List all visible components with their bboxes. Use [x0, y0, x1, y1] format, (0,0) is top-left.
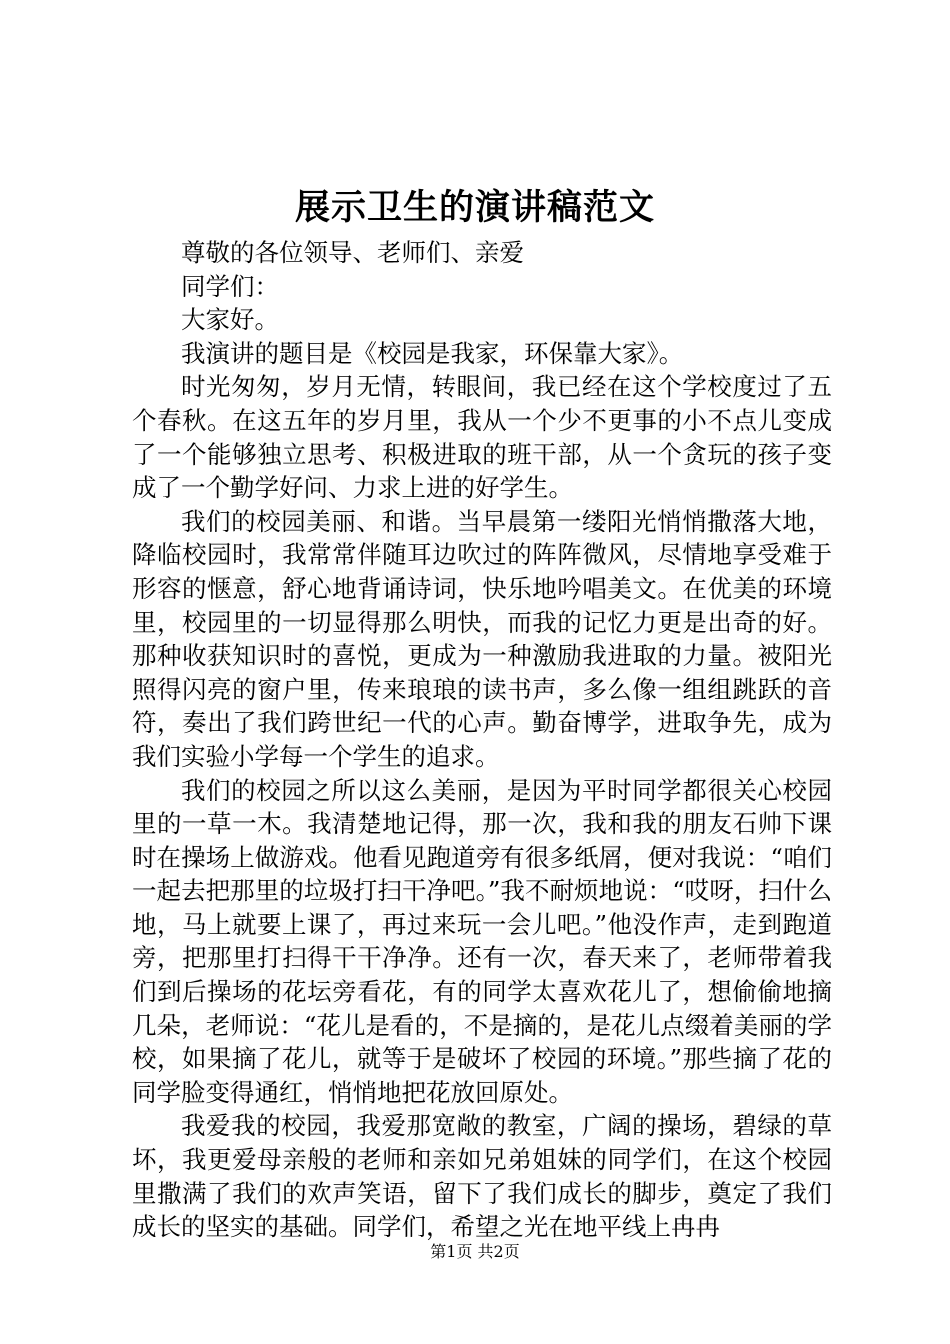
paragraph-body-2: 我们的校园美丽、和谐。当早晨第一缕阳光悄悄撒落大地，降临校园时，我常常伴随耳边吹过的阵阵微风，尽情地享受难于形容的惬意，舒心地背诵诗词，快乐地吟唱美文。在优美的环境里，校园里的一切显得那么明快，而我的记忆力更是出奇的好。那种收获知识时的喜悦，更成为一种激励我进取的力量。被阳光照得闪亮的窗户里，传来琅琅的读书声，多么像一组组跳跃的音符，奏出了我们跨世纪一代的心声。勤奋博学，进取争先，成为我们实验小学每一个学生的追求。 — [132, 506, 832, 771]
paragraph-body-4: 我爱我的校园，我爱那宽敞的教室，广阔的操场，碧绿的草坏，我更爱母亲般的老师和亲如兄弟姐妹的同学们，在这个校园里撒满了我们的欢声笑语，留下了我们成长的脚步，奠定了我们成长的坚实的基础。同学们，希望之光在地平线上冉冉 — [132, 1111, 832, 1242]
document-body — [132, 236, 832, 1244]
paragraph-salutation: 尊敬的各位领导、老师们、亲爱 — [181, 238, 524, 267]
paragraph-greeting: 大家好。 — [181, 305, 279, 335]
paragraph-body-1: 时光匆匆，岁月无情，转眼间，我已经在这个学校度过了五个春秋。在这五年的岁月里，我从一个少不更事的小不点儿变成了一个能够独立思考、积极进取的班干部，从一个贪玩的孩子变成了一个勤学好问、力求上进的好学生。 — [132, 372, 832, 503]
paragraph-body-3: 我们的校园之所以这么美丽，是因为平时同学都很关心校园里的一草一木。我清楚地记得，那一次，我和我的朋友石帅下课时在操场上做游戏。他看见跑道旁有很多纸屑，便对我说：“咱们一起去把那里的垃圾打扫干净吧。”我不耐烦地说：“哎呀，扫什么地，马上就要上课了，再过来玩一会儿吧。”他没作声，走到跑道旁，把那里打扫得干干净净。还有一次，春天来了，老师带着我们到后操场的花坛旁看花，有的同学太喜欢花儿了，想偷偷地摘几朵，老师说：“花儿是看的，不是摘的，是花儿点缀着美丽的学校，如果摘了花儿，就等于是破坏了校园的环境。”那些摘了花的同学脸变得通红，悄悄地把花放回原处。 — [132, 775, 832, 1107]
paragraph-salutation-cont: 同学们： — [181, 271, 279, 301]
paragraph-topic: 我演讲的题目是《校园是我家，环保靠大家》。 — [181, 338, 684, 368]
document-title: 展示卫生的演讲稿范文 — [294, 187, 655, 228]
page-number-footer: 第1页 共2页 — [430, 1242, 520, 1261]
